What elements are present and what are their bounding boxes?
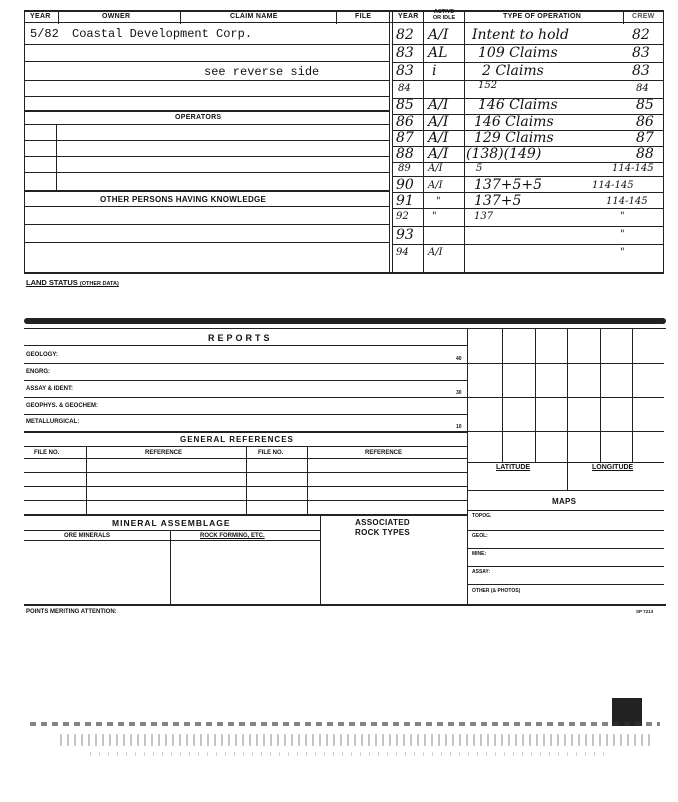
operation-year: 90 [396, 177, 414, 193]
scan-noise-band [60, 734, 650, 746]
owner-name-value: Coastal Development Corp. [72, 27, 253, 41]
owner-year-value: 5/82 [30, 27, 59, 41]
active-idle-header: ACTIVE OR IDLE [432, 9, 456, 21]
operation-status: AL [428, 45, 448, 61]
general-refs-col-divider [86, 446, 87, 514]
card-edge [24, 318, 666, 324]
header-divider [336, 10, 337, 24]
mineral-col-divider [170, 530, 171, 604]
year-header: YEAR [30, 13, 51, 20]
scan-noise-band [30, 722, 660, 726]
left-region-divider [389, 10, 390, 273]
operation-year: 88 [396, 146, 414, 162]
operation-crew: 83 [632, 63, 650, 79]
status-col-divider [464, 10, 465, 273]
general-refs-col-divider [246, 446, 247, 514]
maps-title: MAPS [552, 497, 577, 506]
crew-header: CREW [632, 13, 655, 20]
grid-line [567, 328, 568, 462]
operation-status: A/I [428, 130, 449, 146]
operation-crew: 86 [636, 114, 654, 130]
operation-type: 137 [474, 211, 494, 222]
operation-type: 129 Claims [474, 130, 554, 146]
operation-year: 94 [396, 247, 409, 258]
operation-crew: 82 [632, 27, 650, 43]
grid-line [600, 328, 601, 462]
map-row-line [467, 530, 664, 531]
scan-noise-band [90, 752, 610, 756]
associated-rock-types-header: ASSOCIATED ROCK TYPES [355, 518, 411, 537]
operation-status: A/I [428, 146, 449, 162]
operation-status: A/I [428, 97, 449, 113]
report-row-line [24, 363, 467, 364]
owner-row-line [24, 61, 390, 62]
general-references-title: GENERAL REFERENCES [180, 435, 294, 444]
report-label: METALLURGICAL: [26, 419, 80, 425]
report-row-line [24, 397, 467, 398]
card-top-line [24, 328, 666, 329]
operators-row-line [24, 172, 390, 173]
operators-label: OPERATORS [175, 114, 222, 121]
operation-status: A/I [428, 114, 449, 130]
operation-type: 109 Claims [478, 45, 558, 61]
type-of-operation-header: TYPE OF OPERATION [503, 13, 582, 20]
other-persons-row-line [24, 224, 390, 225]
other-persons-row-line [24, 206, 390, 207]
associated-col-divider [320, 514, 321, 604]
claim-name-header: CLAIM NAME [230, 13, 278, 20]
operators-top-line [24, 110, 390, 112]
operation-type: 146 Claims [478, 97, 558, 113]
operation-type: 2 Claims [482, 63, 544, 79]
longitude-label: LONGITUDE [592, 464, 634, 471]
operators-row-line [24, 140, 390, 141]
file-no-header: FILE NO. [258, 450, 284, 456]
header-divider [623, 10, 624, 24]
owner-row-line [24, 44, 390, 45]
top-border [24, 10, 664, 12]
ore-minerals-header: ORE MINERALS [64, 533, 111, 539]
reports-right-divider [467, 328, 468, 604]
report-row-line [24, 414, 467, 415]
grid-line [467, 363, 664, 364]
header-divider [58, 10, 59, 24]
map-row-label: OTHER (& PHOTOS) [472, 588, 521, 594]
operation-row-line [392, 80, 664, 81]
operation-status: A/I [428, 163, 443, 174]
card-bottom-line [24, 604, 666, 606]
header-divider [180, 10, 181, 24]
mineral-header-line [24, 530, 321, 531]
grid-line [502, 328, 503, 462]
operation-year: 86 [396, 114, 414, 130]
mineral-assemblage-title: MINERAL ASSEMBLAGE [112, 518, 231, 528]
report-label: GEOPHYS. & GEOCHEM: [26, 403, 99, 409]
reports-header-line [24, 345, 467, 346]
file-no-header: FILE NO. [34, 450, 60, 456]
other-persons-label: OTHER PERSONS HAVING KNOWLEDGE [100, 195, 267, 204]
operation-year: 82 [396, 27, 414, 43]
operation-crew: 114-145 [606, 196, 648, 207]
report-label: GEOLOGY: [26, 352, 58, 358]
right-border [663, 10, 664, 273]
lat-long-divider [567, 462, 568, 490]
owner-row-line [24, 80, 390, 81]
general-refs-col-divider [307, 446, 308, 514]
grid-line [632, 328, 633, 462]
operation-year: 83 [396, 45, 414, 61]
owner-header: OWNER [102, 13, 131, 20]
operation-crew: 85 [636, 97, 654, 113]
report-row-line [24, 380, 467, 381]
operation-status: A/I [428, 247, 443, 258]
grid-line [467, 462, 664, 463]
operation-year: 93 [396, 227, 414, 243]
left-border [24, 10, 25, 273]
operation-status: i [432, 63, 437, 79]
operation-status: A/I [428, 27, 449, 43]
points-meriting-attention-label: POINTS MERITING ATTENTION: [26, 609, 117, 615]
operation-year: 85 [396, 97, 414, 113]
operation-year: 92 [396, 211, 409, 222]
latitude-label: LATITUDE [496, 464, 531, 471]
other-persons-top-line [24, 190, 390, 192]
operation-year: 83 [396, 63, 414, 79]
map-row-label: GEOL: [472, 533, 488, 539]
operation-year: 91 [396, 193, 414, 209]
coords-bottom-line [467, 490, 664, 491]
owner-row-line [24, 96, 390, 97]
operators-row-line [24, 156, 390, 157]
map-row-label: ASSAY: [472, 569, 491, 575]
report-number: 10 [456, 424, 462, 430]
maps-header-line [467, 510, 664, 511]
reference-header: REFERENCE [365, 450, 403, 456]
rock-forming-header: ROCK FORMING, ETC. [200, 533, 265, 539]
reference-header: REFERENCE [145, 450, 183, 456]
operation-row-line [392, 244, 664, 245]
year2-header: YEAR [398, 13, 419, 20]
other-persons-row-line [24, 242, 390, 243]
reports-title: REPORTS [208, 333, 273, 343]
operation-crew: " [620, 211, 625, 222]
file-header: FILE [355, 13, 372, 20]
form-number: SP 7213 [636, 609, 654, 614]
operation-year: 89 [398, 163, 411, 174]
operation-crew: 114-145 [612, 163, 654, 174]
grid-line [467, 397, 664, 398]
operation-type: 137+5+5 [474, 177, 542, 193]
land-status-label: LAND STATUS (OTHER DATA) [26, 278, 119, 287]
operation-status: " [432, 211, 437, 222]
operation-type: 5 [476, 163, 483, 174]
operation-crew: 84 [636, 83, 649, 94]
operation-year: 84 [398, 83, 411, 94]
year-col-divider [423, 10, 424, 273]
reports-bottom-line [24, 431, 467, 433]
report-number: 40 [456, 356, 462, 362]
map-row-line [467, 566, 664, 567]
operation-crew: " [620, 229, 625, 240]
operation-crew: 88 [636, 146, 654, 162]
operation-crew: 87 [636, 130, 654, 146]
map-row-label: MINE: [472, 551, 487, 557]
operation-type: 152 [478, 80, 498, 91]
operation-type: 146 Claims [474, 114, 554, 130]
operation-year: 87 [396, 130, 414, 146]
map-row-line [467, 584, 664, 585]
operation-type: 137+5 [474, 193, 522, 209]
report-label: ENGRG: [26, 369, 50, 375]
report-number: 30 [456, 390, 462, 396]
operation-type: (138)(149) [466, 146, 542, 162]
operation-crew: " [620, 247, 625, 258]
general-refs-bottom-line [24, 514, 467, 516]
operation-crew: 83 [632, 45, 650, 61]
operators-row-line [24, 124, 390, 125]
grid-line [535, 328, 536, 462]
see-reverse-note: see reverse side [204, 65, 320, 79]
grid-line [467, 431, 664, 432]
top-section-bottom-border [24, 272, 664, 274]
operation-row-line [392, 226, 664, 227]
report-label: ASSAY & IDENT: [26, 386, 74, 392]
map-row-line [467, 548, 664, 549]
operators-col-divider [56, 124, 57, 190]
left-region-divider [392, 10, 393, 273]
header-underline [24, 22, 664, 23]
operation-crew: 114-145 [592, 180, 634, 191]
mineral-subheader-line [24, 540, 321, 541]
map-row-label: TOPOG. [472, 513, 492, 519]
operation-status: A/I [428, 180, 443, 191]
operation-row-line [392, 208, 664, 209]
operation-type: Intent to hold [472, 27, 569, 43]
operation-status: " [436, 196, 441, 207]
